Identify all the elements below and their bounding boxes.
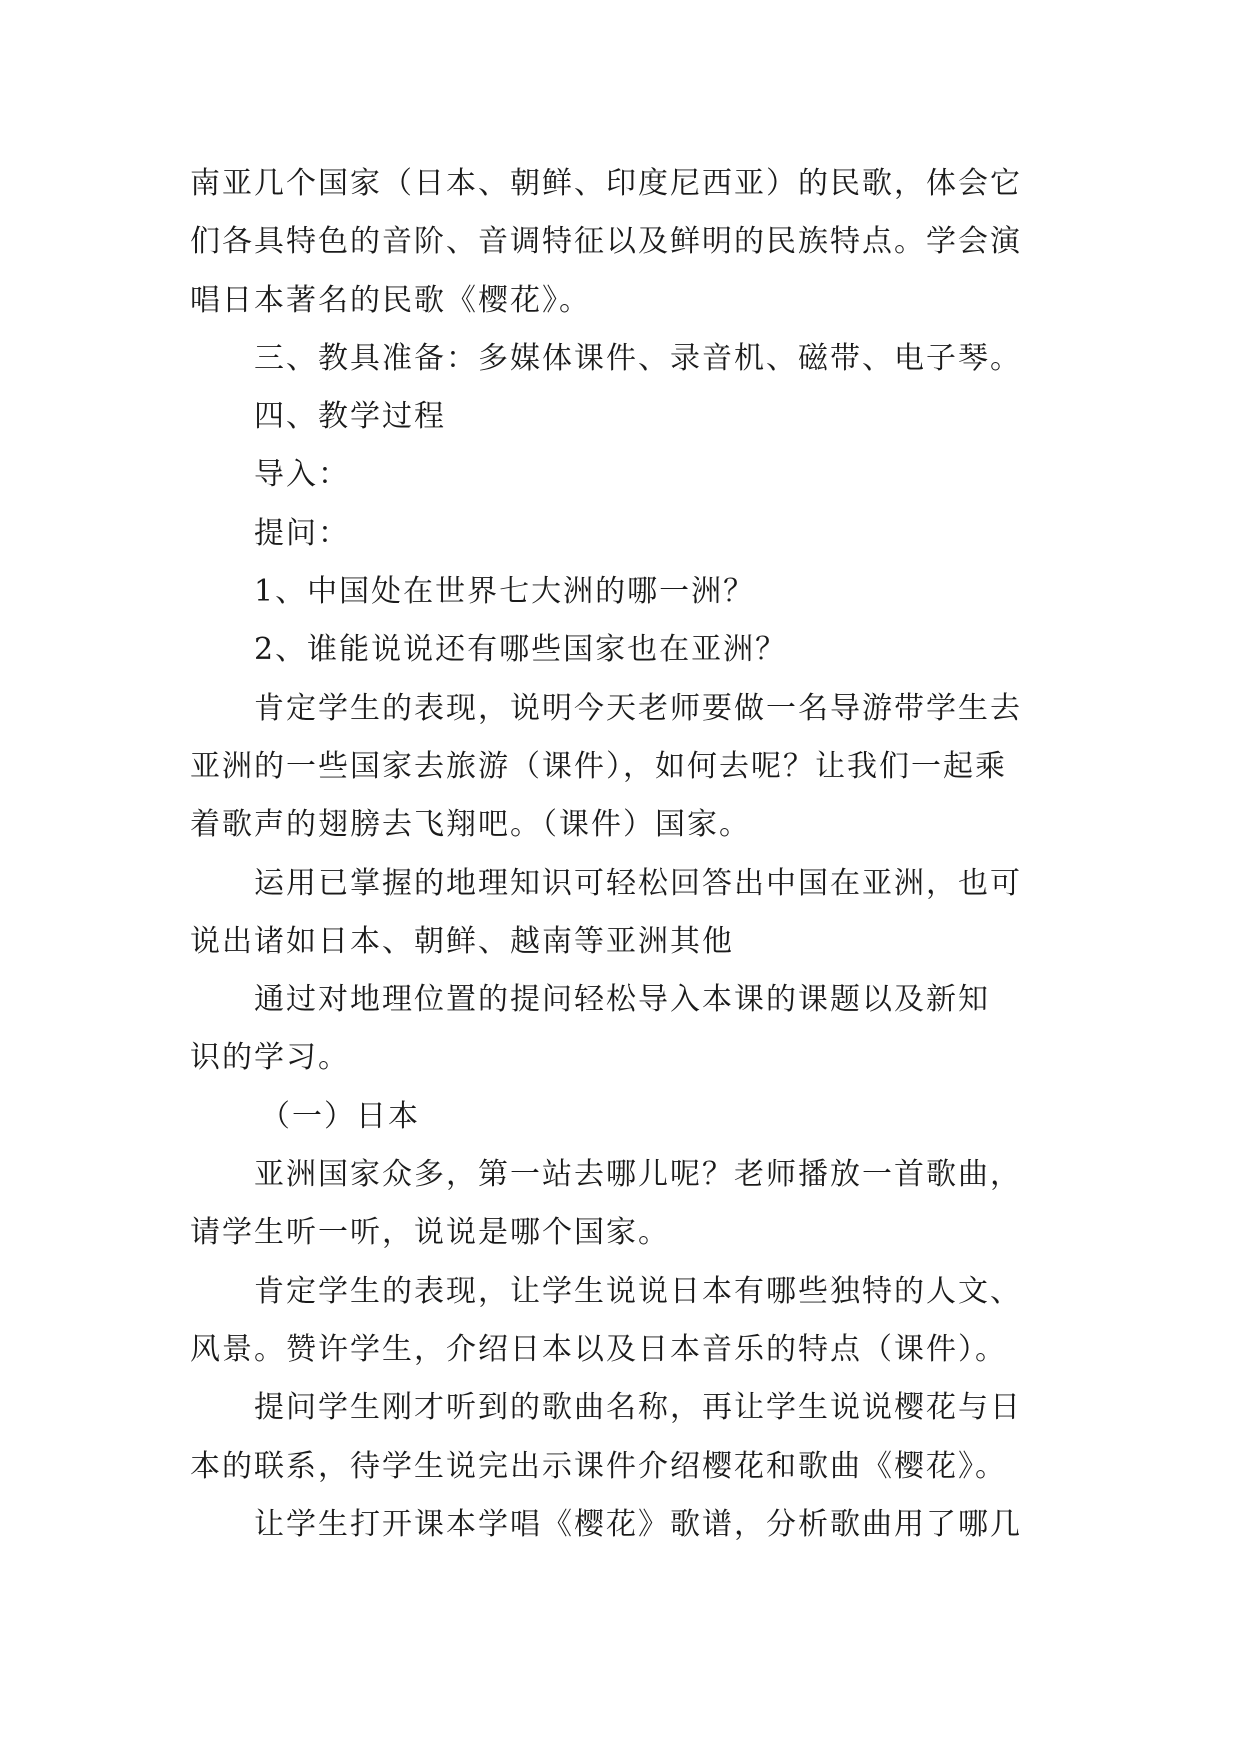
- text-line: 请学生听一听，说说是哪个国家。: [190, 1215, 670, 1251]
- text-line: 说出诸如日本、朝鲜、越南等亚洲其他: [190, 923, 734, 959]
- section-heading-process: 四、教学过程: [254, 399, 446, 435]
- question-item: 1、中国处在世界七大洲的哪一洲？: [254, 574, 756, 610]
- text-line: 肯定学生的表现，说明今天老师要做一名导游带学生去: [254, 690, 1022, 726]
- text-line: 导入：: [254, 457, 350, 493]
- text-line: 本的联系，待学生说完出示课件介绍樱花和歌曲《樱花》。: [190, 1448, 1007, 1484]
- text-line: 让学生打开课本学唱《樱花》歌谱，分析歌曲用了哪几: [254, 1506, 1022, 1542]
- text-line: 亚洲的一些国家去旅游（课件），如何去呢？让我们一起乘: [190, 748, 1007, 784]
- text-line: 风景。赞许学生，介绍日本以及日本音乐的特点（课件）。: [190, 1331, 1007, 1367]
- text-line: 提问：: [254, 515, 350, 551]
- text-line: 唱日本著名的民歌《樱花》。: [190, 282, 591, 318]
- text-line: 们各具特色的音阶、音调特征以及鲜明的民族特点。学会演: [190, 224, 1022, 260]
- text-line: 亚洲国家众多，第一站去哪儿呢？老师播放一首歌曲，: [254, 1157, 1022, 1193]
- subsection-heading-japan: （一）日本: [260, 1098, 420, 1134]
- question-item: 2、谁能说说还有哪些国家也在亚洲？: [254, 632, 788, 668]
- text-line: 提问学生刚才听到的歌曲名称，再让学生说说樱花与日: [254, 1390, 1022, 1426]
- text-line: 运用已掌握的地理知识可轻松回答出中国在亚洲，也可: [254, 865, 1022, 901]
- text-line: 识的学习。: [190, 1040, 350, 1076]
- section-heading-materials: 三、教具准备：多媒体课件、录音机、磁带、电子琴。: [254, 340, 1022, 376]
- text-line: 着歌声的翅膀去飞翔吧。（课件）国家。: [190, 807, 751, 843]
- text-line: 通过对地理位置的提问轻松导入本课的课题以及新知: [254, 982, 990, 1018]
- text-line: 肯定学生的表现，让学生说说日本有哪些独特的人文、: [254, 1273, 1022, 1309]
- body-text: [190, 155, 1070, 1554]
- text-line: 南亚几个国家（日本、朝鲜、印度尼西亚）的民歌，体会它: [190, 166, 1022, 201]
